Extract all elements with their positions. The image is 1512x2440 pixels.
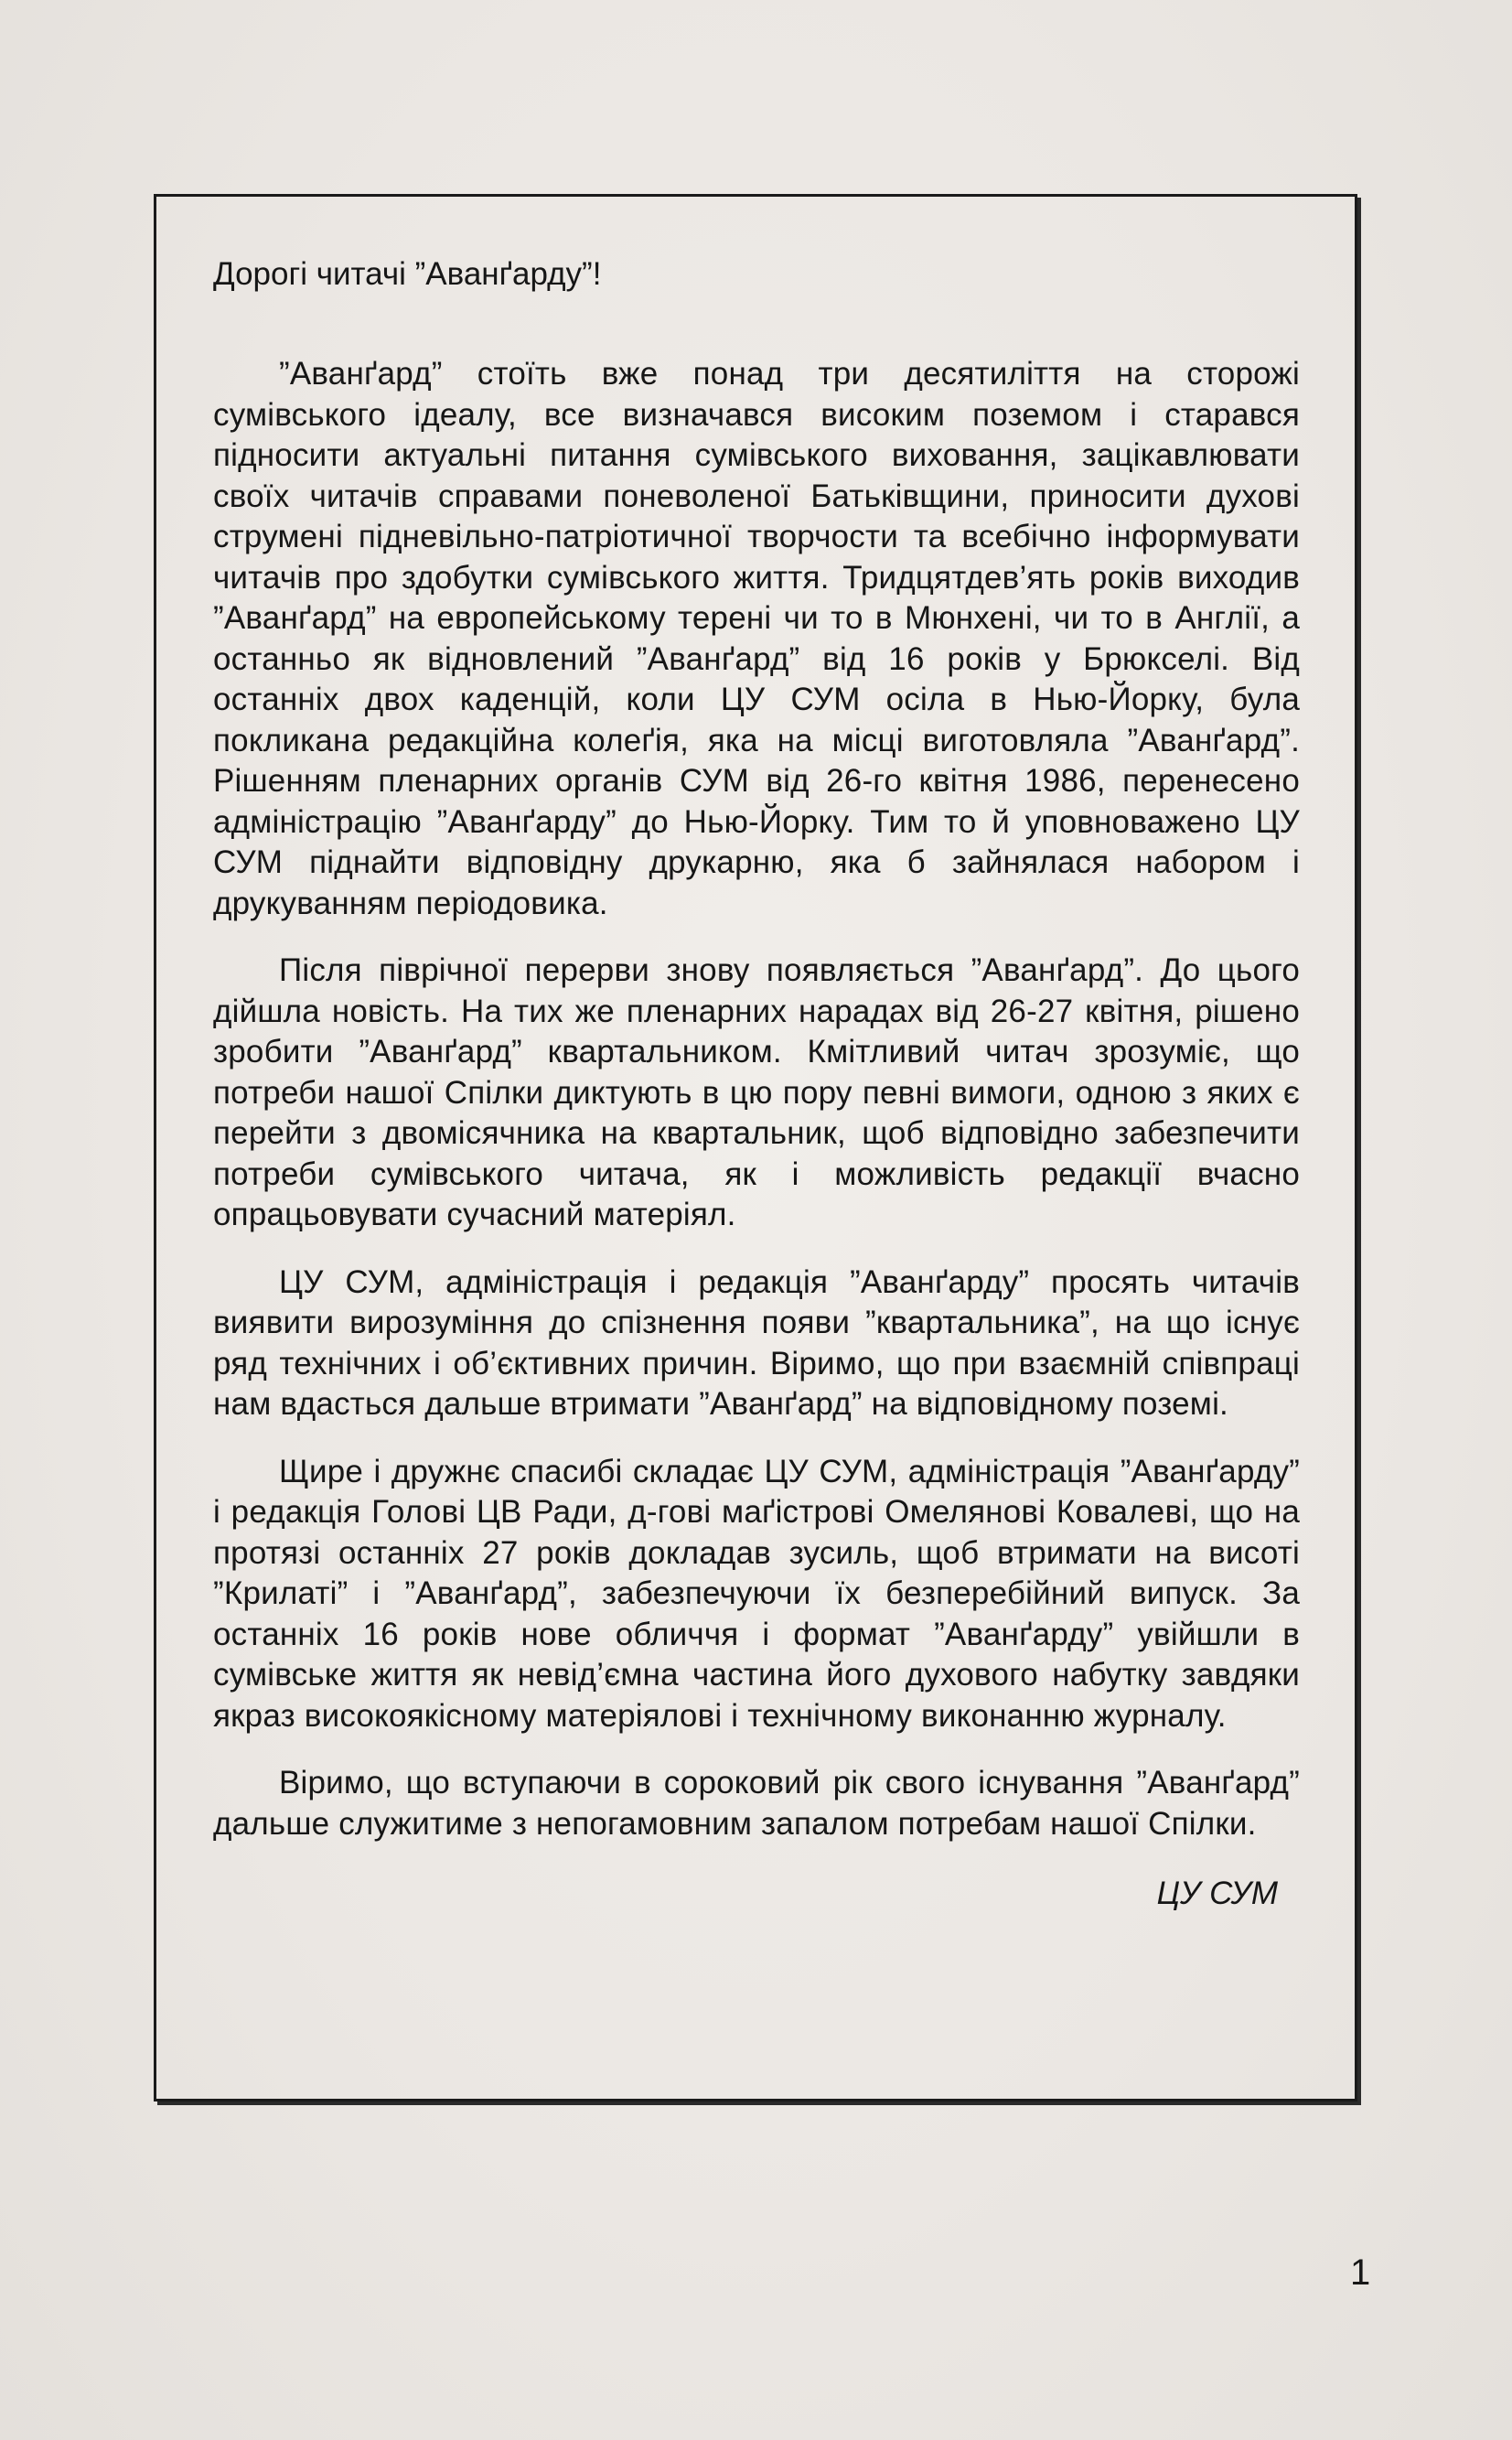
letter-paragraph-2: Після піврічної перерви знову появляється ”Аванґард”. До цього дійшла новість. На тих же пленарних нарадах від 26-27 квітня, рішено зробити ”Аванґард” квартальником. Кмітливий читач зрозуміє, що потреби нашої Спілки диктують в цю пору певні вимоги, одною з яких є перейти з двомісячника на квартальник, щоб відповідно забезпечити потреби сумівського читача, як і можливість редакції вчасно опрацьовувати сучасний матеріял. [213,952,1300,1232]
letter-signature: ЦУ СУМ [1156,1876,1278,1911]
letter-box [154,194,1357,2101]
letter-paragraph-3: ЦУ СУМ, адміністрація і редакція ”Аванґарду” просять читачів виявити вирозуміння до спізнення появи ”квартальника”, на що існує ряд технічних і об’єктивних причин. Віримо, що при взаємній співпраці нам вдасться дальше втримати ”Аванґард” на відповідному поземі. [213,1263,1300,1422]
page-number: 1 [1350,2252,1371,2293]
letter-paragraph-1: ”Аванґард” стоїть вже понад три десятиліття на сторожі сумівського ідеалу, все визначався високим поземом і старався підносити актуальні питання сумівського виховання, зацікавлювати своїх читачів справами поневоленої Батьківщини, приносити духові струмені підневільно-патріотичної творчости та всебічно інформувати читачів про здобутки сумівського життя. Тридцятдев’ять років виходив ”Аванґард” на европейському терені чи то в Мюнхені, чи то в Англії, а останньо як відновлений ”Аванґард” від 16 років у Брюкселі. Від останніх двох каденцій, коли ЦУ СУМ осіла в Нью-Йорку, була покликана редакційна колеґія, яка на місці виготовляла ”Аванґард”. Рішенням пленарних органів СУМ від 26-го квітня 1986, перенесено адміністрацію ”Аванґарду” до Нью-Йорку. Тим то й уповноважено ЦУ СУМ піднайти відповідну друкарню, яка б зайнялася набором і друкуванням періодовика. [213,356,1300,921]
letter-greeting: Дорогі читачі ”Аванґарду”! [213,256,602,292]
letter-paragraph-4: Щире і дружнє спасибі складає ЦУ СУМ, адміністрація ”Аванґарду” і редакція Голові ЦВ Ради, д-гові маґістрові Омелянові Ковалеві, що на протязі останніх 27 років докладав зусиль, щоб втримати на висоті ”Крилаті” і ”Аванґард”, забезпечуючи їх безперебійний випуск. За останніх 16 років нове обличчя і формат ”Аванґарду” увійшли в сумівське життя як невід’ємна частина його духового набутку завдяки якраз високоякісному матеріялові і технічному виконанню журналу. [213,1453,1300,1734]
letter-paragraph-5: Віримо, що вступаючи в сороковий рік свого існування ”Аванґард” дальше служитиме з непогамовним запалом потребам нашої Спілки. [213,1765,1300,1842]
